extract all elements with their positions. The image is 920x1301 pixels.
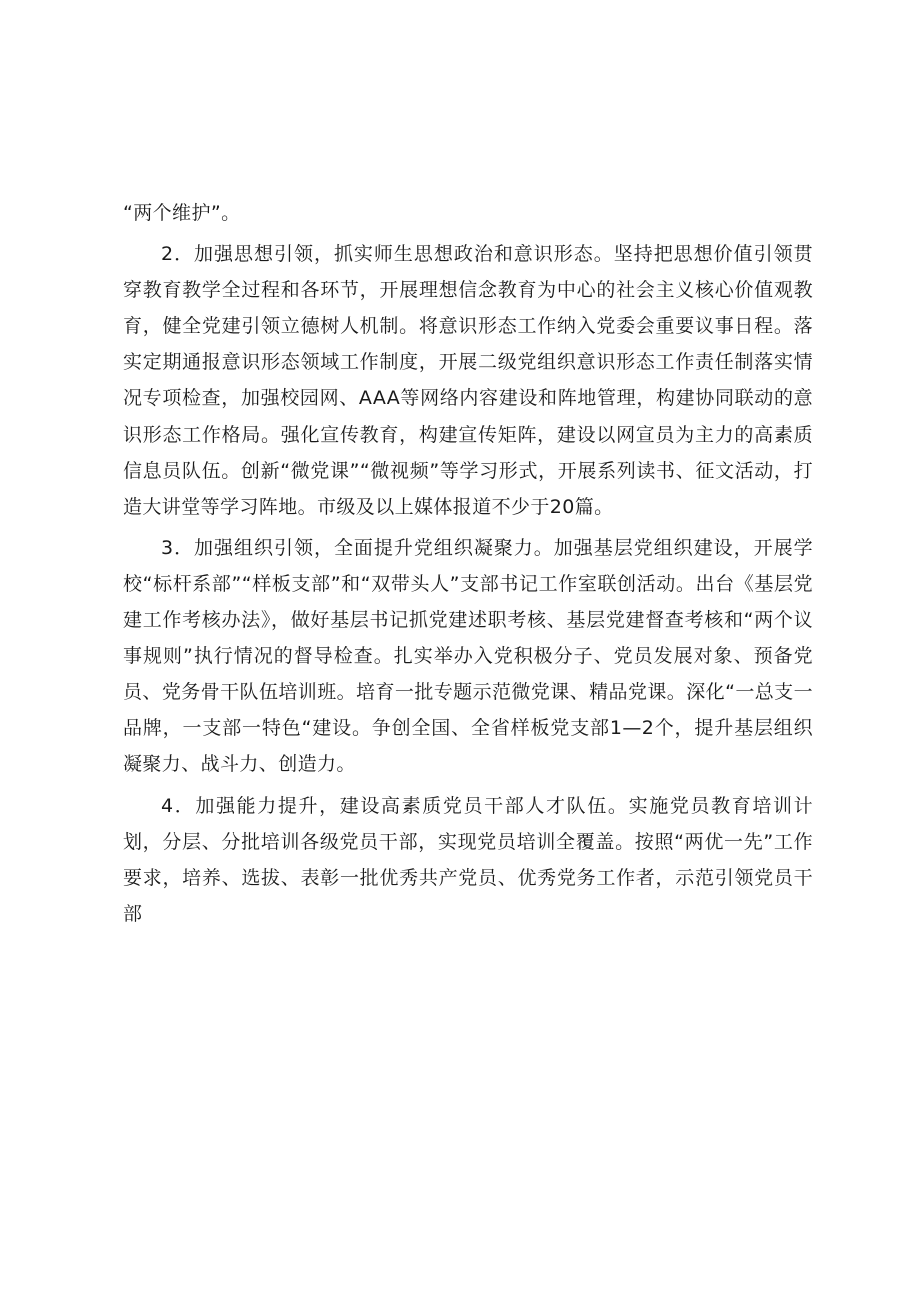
- paragraph-2: 2．加强思想引领，抓实师生思想政治和意识形态。坚持把思想价值引领贯穿教育教学全过程和各环节，开展理想信念教育为中心的社会主义核心价值观教育，健全党建引领立德树人机制。将意识形态工作纳入党委会重要议事日程。落实定期通报意识形态领域工作制度，开展二级党组织意识形态工作责任制落实情况专项检查，加强校园网、AAA等网络内容建设和阵地管理，构建协同联动的意识形态工作格局。强化宣传教育，构建宣传矩阵，建设以网宣员为主力的高素质信息员队伍。创新“微党课”“微视频”等学习形式，开展系列读书、征文活动，打造大讲堂等学习阵地。市级及以上媒体报道不少于20篇。: [123, 243, 813, 518]
- paragraph-3: 3．加强组织引领，全面提升党组织凝聚力。加强基层党组织建设，开展学校“标杆系部”“样板支部”和“双带头人”支部书记工作室联创活动。出台《基层党建工作考核办法》，做好基层书记抓党建述职考核、基层党建督查考核和“两个议事规则”执行情况的督导检查。扎实举办入党积极分子、党员发展对象、预备党员、党务骨干队伍培训班。培育一批专题示范微党课、精品党课。深化“一总支一品牌，一支部一特色“建设。争创全国、全省样板党支部1—2个，提升基层组织凝聚力、战斗力、创造力。: [123, 536, 813, 776]
- paragraph-1: “两个维护”。: [123, 202, 241, 224]
- paragraph-4: 4．加强能力提升，建设高素质党员干部人才队伍。实施党员教育培训计划，分层、分批培训各级党员干部，实现党员培训全覆盖。按照“两优一先”工作要求，培养、选拔、表彰一批优秀共产党员、优秀党务工作者，示范引领党员干部: [123, 794, 813, 925]
- document-body: [123, 195, 813, 932]
